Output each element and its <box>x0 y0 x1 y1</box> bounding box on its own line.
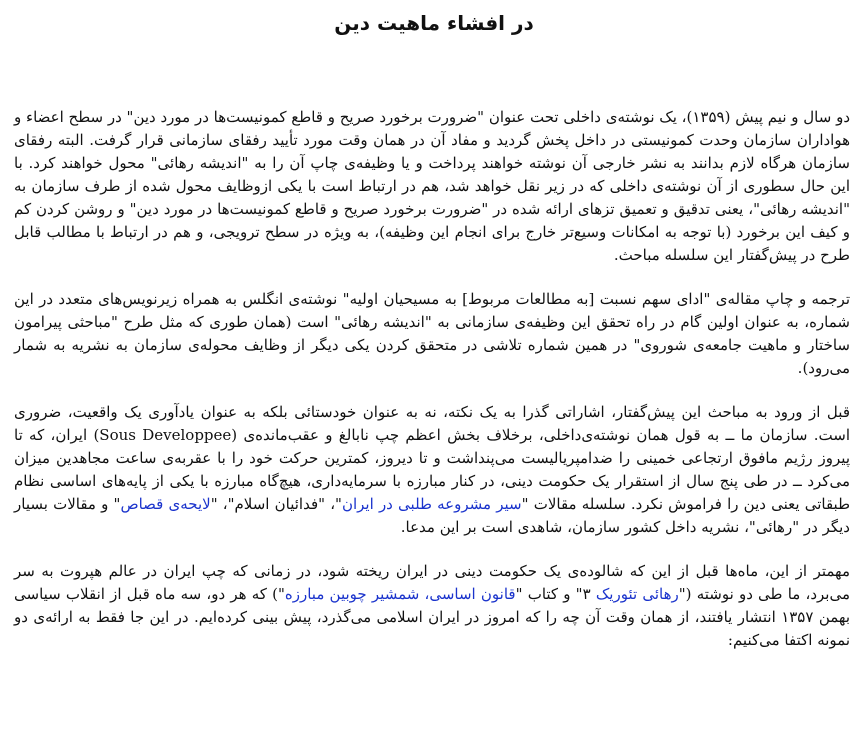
inline-link[interactable]: قانون اساسی، شمشیر چوبین مبارزه <box>284 585 516 603</box>
paragraph-text: دو سال و نیم پیش (۱۳۵۹)، یک نوشته‌ی داخلی تحت عنوان "ضرورت برخورد صریح و قاطع کمونیست‌ها در مورد دین" در سطح اعضاء و هواداران سازمان وحدت کمونیستی در داخل پخش گردید و مفاد آن در همان وقت مورد تأیید رفقای سازمانی قرار گرفت. البته رفقای سازمان هرگاه لازم بدانند به نشر خارجی آن نوشته خواهند پرداخت و یا وظیفه‌ی چاپ آن را به "اندیشه رهائی" محول خواهند کرد. با این حال سطوری از آن نوشته‌ی داخلی که در زیر نقل خواهد شد، هم در ارتباط است با یکی ازوظایف محول شده از طرف سازمان به "اندیشه رهائی"، یعنی تدقیق و تعمیق تزهای ارائه شده در "ضرورت برخورد صریح و قاطع کمونیست‌ها در مورد دین" و روشن کردن کم و کیف این برخورد (با توجه به امکانات وسیع‌تر خارج برای انجام این وظیفه)، به ویژه در سطح ترویجی، و هم در ارتباط با مطالب قابل طرح در پیش‌گفتار این سلسله مباحث. <box>14 108 851 264</box>
paragraph <box>14 288 850 380</box>
paragraph-text: ترجمه و چاپ مقاله‌ی "ادای سهم نسبت [به مطالعات مربوط] به مسیحیان اولیه" نوشته‌ی انگلس به همراه زیرنویس‌های متعدد در این شماره، به عنوان اولین گام در راه تحقق این وظیفه‌ی سازمانی به "اندیشه رهائی" است (همان طوری که مثل طرح "مباحثی پیرامون ساختار و ماهیت جامعه‌ی شوروی" در همین شماره تلاشی در متحقق کردن یکی دیگر از وظایف محوله‌ی سازمان به نشریه به شمار می‌رود). <box>14 290 850 377</box>
paragraph-text: قبل از ورود به مباحث این پیش‌گفتار، اشاراتی گذرا به یک نکته، نه به عنوان خودستائی بلکه به عنوان یادآوری یک واقعیت، ضروری است. سازمان ما ــ به قول همان نوشته‌ی‌داخلی، برخلاف بخش اعظم چپ نابالغ و عقب‌مانده‌ی (Sous Developpee) ایران، که تا پیروز رژیم مافوق ارتجاعی خمینی را ضدامپریالیست می‌پنداشت و تا دیروز، کمترین حرکت خود را با عقربه‌ی ساعت مجاهدین میزان می‌کرد ــ در طی پنج سال از استقرار یک حکومت دینی، در کنار مبارزه با سرمایه‌داری، هیچ‌گاه مبارزه با یکی از پایه‌های اساسی نظام طبقاتی یعنی دین را فراموش نکرد. سلسله مقالات " <box>14 403 851 513</box>
paragraph <box>14 106 850 267</box>
paragraph-text: ") که هر دو، سه ماه قبل از انقلاب سیاسی بهمن ۱۳۵۷ انتشار یافتند، از همان وقت آن چه را که امروز در ایران اسلامی می‌گذرد، پیش بینی کرده‌ایم. در این جا فقط به ارائه‌ی دو نمونه اکتفا می‌کنیم: <box>14 585 851 649</box>
inline-link[interactable]: رهائی تئوریک <box>595 585 679 603</box>
paragraph-text: " و مقالات بسیار دیگر در "رهائی"، نشریه داخل کشور سازمان، شاهدی است بر این مدعا. <box>14 495 850 536</box>
inline-link[interactable]: لایحه‌ی قصاص <box>120 495 211 513</box>
paragraph <box>14 560 850 652</box>
paragraph-text: مهمتر از این، ماه‌ها قبل از این که شالوده‌ی یک حکومت دینی در ایران ریخته شود، در زمانی که چپ ایران در عالم هپروت به سر می‌برد، ما طی دو نوشته (" <box>14 562 850 603</box>
document-title: در افشاء ماهیت دین <box>334 11 534 35</box>
paragraph-text: "، "فدائیان اسلام"، " <box>210 495 342 513</box>
paragraph-text: ۳" و کتاب " <box>515 585 596 603</box>
paragraph <box>14 401 850 539</box>
inline-link[interactable]: سیر مشروعه طلبی در ایران <box>341 495 522 513</box>
document-body <box>14 106 850 673</box>
